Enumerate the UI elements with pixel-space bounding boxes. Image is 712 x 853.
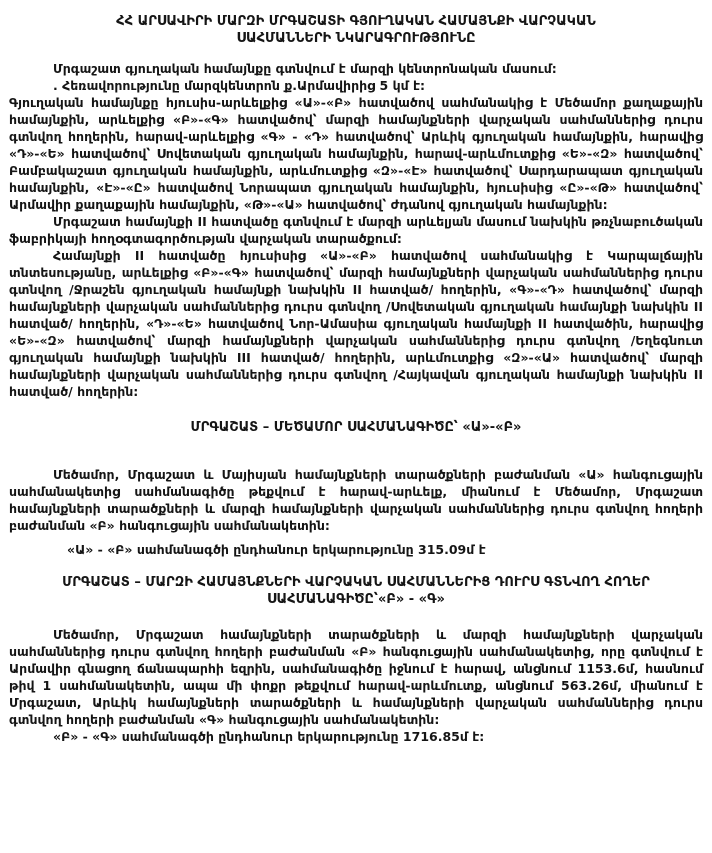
paragraph-distance: . Հեռավորությունը մարզկենտրոն ք.Արմավիրից 5 կմ է: bbox=[53, 78, 426, 93]
document-title-line1: ՀՀ ԱՐՍԱՎԻՐԻ ՄԱՐԶԻ ՄՐԳԱՇԱՏԻ ԳՅՈՒՂԱԿԱՆ ՀԱՄԱՅՆՔԻ ՎԱՐՉԱԿԱՆ bbox=[116, 14, 596, 29]
paragraph-section2-location: Մրգաշատ համայնքի II հատվածը գտնվում է մարզի արևելյան մասում նախկին թռչնաբուծական ֆաբրիկայի հողօգտագործության վարչական տարածքում: bbox=[9, 214, 703, 246]
document-title-line2: ՍԱՀՄԱՆՆԵՐԻ ՆԿԱՐԱԳՐՈՒԹՅՈՒՆԸ bbox=[236, 31, 476, 46]
heading-mrgashat-metsamor: ՄՐԳԱՇԱՏ – ՄԵԾԱՄՈՐ ՍԱՀՄԱՆԱԳԻԾԸ՝ «Ա»-«Բ» bbox=[190, 420, 522, 435]
spacer bbox=[9, 558, 703, 574]
paragraph-bg-length: «Բ» - «Գ» սահմանագծի ընդհանուր երկարությունը 1716.85մ է: bbox=[53, 729, 485, 744]
heading-mrgashat-outside-lands bbox=[9, 574, 703, 608]
paragraph-ab-length: «Ա» - «Բ» սահմանագծի ընդհանուր երկարությունը 315.09մ է bbox=[67, 542, 486, 557]
document-title bbox=[9, 13, 703, 47]
spacer bbox=[9, 534, 703, 541]
paragraph-bg-boundary: Մեծամոր, Մրգաշատ համայնքների տարածքների և մարզի համայնքների վարչական սահմաններից դուրս գտնվող հողերի բաժանման «Բ» հանգուցային սահմանակետից, որը գտնվում է Արմավիր գնացող ճանապարհի եզրին, սահմանագիծը իջնում է հարավ, անցնում 1153.6մ, հասնում թիվ 1 սահմանակետին, ապա մի փոքր թեքվում հարավ-արևմուտք, անցնում 563.26մ, միանում է Մրգաշատ, Արևիկ համայնքների տարածքների և համայնքների վարչական սահմաններից դուրս գտնվող հողերի բաժանման «Գ» հանգուցային սահմանակետին: bbox=[9, 627, 703, 727]
paragraph-community-borders: Գյուղական համայնքը հյուսիս-արևելքից «Ա»-«Բ» հատվածով սահմանակից է Մեծամոր քաղաքային համայնքին, արևելքից «Բ»-«Գ» հատվածով՝ մարզի համայնքների վարչական սահմաններից դուրս գտնվող հողերին, հարավ-արևելքից «Գ» - «Դ» հատվածով՝ Արևիկ գյուղական համայնքին, հարավից «Դ»-«Ե» հատվածով՝ Սովետական գյուղական համայնքին, հարավ-արևմուտքից «Ե»-«Զ» հատվածով՝ Բամբակաշատ գյուղական համայնքին, արևմուտքից «Զ»-«Է» հատվածով՝ Սարդարապատ գյուղական համայնքին, «Է»-«Ը» հատվածով Նորապատ գյուղական համայնքին, հյուսիսից «Ը»-«Թ» հատվածով՝ Արմավիր քաղաքային համայնքին, «Թ»-«Ա» հատվածով՝ ժդանով գյուղական համայնքին: bbox=[9, 95, 703, 212]
heading-outside-lands-line1: ՄՐԳԱՇԱՏ – ՄԱՐԶԻ ՀԱՄԱՅՆՔՆԵՐԻ ՎԱՐՉԱԿԱՆ ՍԱՀՄԱՆՆԵՐԻՑ ԴՈՒՐՍ ԳՏՆՎՈՂ ՀՈՂԵՐ bbox=[62, 575, 650, 590]
paragraph-section2-borders: Համայնքի II հատվածը հյուսիսից «Ա»-«Բ» հատվածով սահմանակից է Կարպալճային տնտեսությանը, արևելքից «Բ»-«Գ» հատվածով՝ մարզի համայնքների վարչական սահմաններից դուրս գտնվող /Ջրաշեն գյուղական համայնքի նախկին II հատված/ հողերին, «Գ»-«Դ» հատվածով՝ մարզի համայնքների վարչական սահմաններից դուրս գտնվող /Սովետական գյուղական համայնքի նախկին II հատված/ հողերին, «Դ»-«Ե» հատվածով Նոր-Ամասիա գյուղական համայնքի II հատվածին, հարավից «Ե»-«Զ» հատվածով՝ մարզի համայնքների վարչական սահմաններից դուրս գտնվող /Եղեգնուտ գյուղական համայնքի նախկին III հատված/ հողերին, արևմուտքից «Զ»-«Ա» հատվածով՝ մարզի համայնքների վարչական սահմաններից դուրս գտնվող /Հայկավան գյուղական համայնքի նախկին II հատված/ հողերին: bbox=[9, 248, 703, 399]
spacer bbox=[9, 608, 703, 626]
paragraph-ab-boundary: Մեծամոր, Մրգաշատ և Մայիսյան համայնքների տարածքների բաժանման «Ա» հանգուցային սահմանակետից սահմանագիծը թեքվում է հարավ-արևելք, միանում է Մեծամոր, Մրգաշատ համայնքների տարածքների և մարզի համայնքների վարչական սահմաններից դուրս գտնվող հողերի բաժանման «Բ» հանգուցային սահմանակետին: bbox=[9, 467, 703, 533]
heading-outside-lands-line2: ՍԱՀՄԱՆԱԳԻԾԸ՝«Բ» - «Գ» bbox=[267, 592, 445, 607]
spacer bbox=[9, 436, 703, 466]
spacer bbox=[9, 400, 703, 419]
paragraph-location: Մրգաշատ գյուղական համայնքը գտնվում է մարզի կենտրոնական մասում: bbox=[53, 61, 557, 76]
